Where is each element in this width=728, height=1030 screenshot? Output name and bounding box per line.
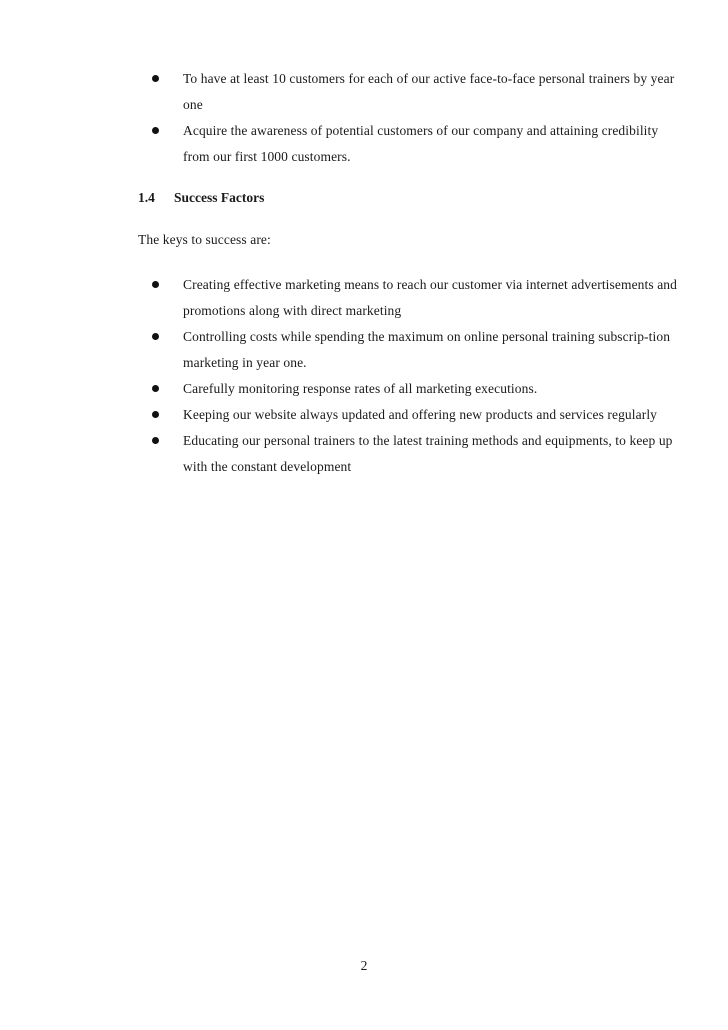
bullet-icon <box>152 75 159 82</box>
list-item-text: Acquire the awareness of potential customers of our company and attaining credibility from our first 1000 customers. <box>183 123 659 164</box>
section-heading <box>138 185 264 211</box>
list-item-text: Carefully monitoring response rates of all marketing executions. <box>183 381 538 396</box>
list-item <box>0 376 728 402</box>
success-factors-list <box>0 272 728 480</box>
bullet-icon <box>152 127 159 134</box>
bullet-icon <box>152 437 159 444</box>
list-item-text: Keeping our website always updated and offering new products and services regularly <box>183 407 658 422</box>
section-title: Success Factors <box>174 190 265 205</box>
list-item-text: To have at least 10 customers for each of our active face-to-face personal trainers by year one <box>183 71 675 112</box>
list-item-text: Educating our personal trainers to the latest training methods and equipments, to keep up with the constant development <box>183 433 673 474</box>
bullet-icon <box>152 411 159 418</box>
list-item <box>0 428 728 480</box>
objectives-list <box>0 66 728 170</box>
intro-paragraph: The keys to success are: <box>138 232 271 247</box>
bullet-icon <box>152 333 159 340</box>
bullet-icon <box>152 385 159 392</box>
list-item <box>0 402 728 428</box>
section-number: 1.4 <box>138 190 155 205</box>
page-number: 2 <box>360 958 368 973</box>
list-item <box>0 66 728 118</box>
bullet-icon <box>152 281 159 288</box>
list-item <box>0 324 728 376</box>
list-item <box>0 118 728 170</box>
list-item-text: Controlling costs while spending the maximum on online personal training subscrip-tion marketing in year one. <box>183 329 671 370</box>
list-item <box>0 272 728 324</box>
list-item-text: Creating effective marketing means to reach our customer via internet advertisements and promotions along with direct marketing <box>183 277 677 318</box>
